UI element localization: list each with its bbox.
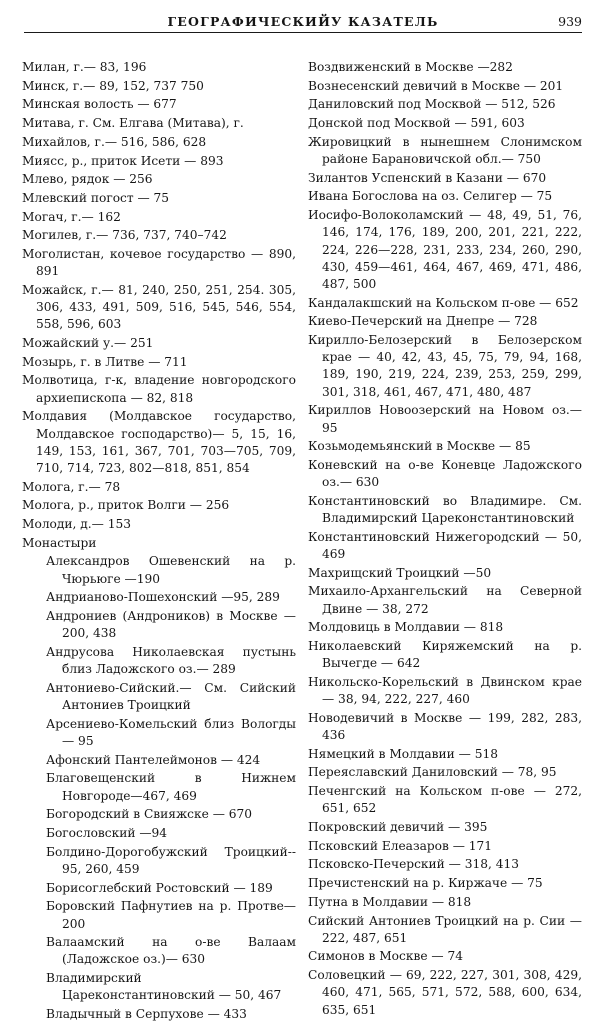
index-subentry: Боровский Пафнутиев на р. Протве—200: [46, 899, 296, 931]
index-entry: Кирилло-Белозерский в Белозерском крае — 40, 42, 43, 45, 75, 79, 94, 168, 189, 190, 219, 224, 239, 253, 259, 299, 301, 318, 461, 467, 471, 480, 487: [308, 333, 582, 399]
index-subentry: Владимирский Цареконстантиновский — 50, 467: [46, 971, 282, 1003]
index-entry: Донской под Москвой — 591, 603: [308, 116, 525, 131]
index-entry: Псковско-Печерский — 318, 413: [308, 857, 519, 872]
index-entry: Молоди, д.— 153: [22, 517, 131, 532]
running-title: ГЕОГРАФИЧЕСКИЙУ КАЗАТЕЛЬ: [167, 14, 439, 29]
index-entry: Кириллов Новоозерский на Новом оз.— 95: [308, 403, 582, 435]
index-entry: Молдавия (Молдавское государство, Молдавское господарство)— 5, 15, 16, 149, 153, 161, 367, 701, 703—705, 709, 710, 714, 723, 802—818, 851, 854: [22, 409, 296, 475]
index-entry: Нямецкий в Молдавии — 518: [308, 746, 498, 761]
index-entry: Михайлов, г.— 516, 586, 628: [22, 134, 207, 149]
index-entry: Можайск, г.— 81, 240, 250, 251, 254. 305, 306, 433, 491, 509, 516, 545, 546, 554, 558, 596, 603: [22, 282, 296, 332]
index-subentry: Арсениево-Комельский близ Вологды — 95: [46, 716, 296, 749]
index-entry: Вознесенский девичий в Москве — 201: [308, 78, 564, 93]
index-entry: Киево-Печерский на Днепре — 728: [308, 314, 538, 329]
index-entry: Покровский девичий — 395: [308, 820, 488, 835]
index-subentry: Болдино-Дорогобужский Троицкий-- 95, 260, 459: [46, 844, 296, 876]
index-entry: Константиновский Нижегородский — 50, 469: [308, 529, 582, 561]
index-entry: Переяславский Даниловский — 78, 95: [308, 765, 557, 780]
index-entry: Кандалакшский на Кольском п-ове — 652: [308, 295, 579, 310]
index-entry: Монастыри: [22, 535, 97, 550]
right-column: [308, 59, 582, 1025]
index-entry: Млево, рядок — 256: [22, 172, 153, 187]
index-subentry: Андрианово-Пошехонский —95, 289: [46, 590, 280, 605]
index-subentry: Богословский —94: [46, 826, 168, 841]
index-entry: Никольско-Корельский в Двинском крае — 38, 94, 222, 227, 460: [308, 674, 582, 707]
index-entry: Соловецкий — 69, 222, 227, 301, 308, 429, 460, 471, 565, 571, 572, 588, 600, 634, 635, 651: [308, 968, 582, 1017]
index-entry: Махрищский Троицкий —50: [308, 565, 492, 580]
index-entry: Минск, г.— 89, 152, 737 750: [22, 78, 204, 93]
index-entry: Константиновский во Владимире. См. Владимирский Цареконстантиновский: [308, 493, 582, 526]
index-entry: Коневский на о-ве Коневце Ладожского оз.— 630: [308, 457, 582, 490]
index-entry: Николаевский Киряжемский на р. Вычегде — 642: [308, 639, 582, 671]
index-entry: Млевский погост — 75: [22, 190, 170, 205]
index-entry: Могилев, г.— 736, 737, 740–742: [22, 228, 227, 243]
index-entry: Михаило-Архангельский на Северной Двине — 38, 272: [308, 584, 582, 616]
index-entry: Печенгский на Кольском п-ове — 272, 651, 652: [308, 784, 582, 816]
index-entry: Симонов в Москве — 74: [308, 949, 463, 964]
index-subentry: Владычный в Серпухове — 433: [46, 1007, 247, 1022]
index-subentry: Богородский в Свияжске — 670: [46, 807, 253, 822]
index-subentry: Андрусова Николаевская пустынь близ Ладожского оз.— 289: [46, 645, 296, 677]
index-entry: Молдовиць в Молдавии — 818: [308, 620, 504, 635]
index-entry: Молога, р., приток Волги — 256: [22, 498, 230, 513]
index-entry: Можайский у.— 251: [22, 336, 154, 351]
index-entry: Моголистан, кочевое государство — 890, 891: [22, 247, 296, 279]
index-subentry: Афонский Пантелеймонов — 424: [46, 752, 261, 767]
index-entry: Могач, г.— 162: [22, 209, 121, 224]
index-entry: Милан, г.— 83, 196: [22, 60, 147, 74]
page-number: 939: [558, 14, 582, 29]
page-header: [24, 12, 582, 33]
index-entry: Зилантов Успенский в Казани — 670: [308, 170, 547, 185]
index-subentry: Борисоглебский Ростовский — 189: [46, 880, 273, 895]
index-entry: Путна в Молдавии — 818: [308, 894, 472, 909]
index-entry: Молвотица, г-к, владение новгородского архиепископа — 82, 818: [22, 373, 296, 405]
index-entry: Ивана Богослова на оз. Селигер — 75: [308, 189, 553, 204]
index-columns: [22, 59, 582, 1025]
index-entry: Козьмодемьянский в Москве — 85: [308, 439, 531, 454]
index-entry: Жировицкий в нынешнем Слонимском районе Барановичской обл.— 750: [308, 134, 582, 167]
index-entry: Миясс, р., приток Исети — 893: [22, 153, 224, 168]
index-subentry: Валаамский на о-ве Валаам (Ладожское оз.)— 630: [46, 935, 296, 967]
index-entry: Митава, г. См. Елгава (Митава), г.: [22, 116, 244, 131]
index-subentry: Андрониев (Андроников) в Москве — 200, 438: [46, 609, 296, 641]
index-entry: Минская волость — 677: [22, 97, 177, 112]
index-entry: Мозырь, г. в Литве — 711: [22, 354, 188, 369]
index-subentry: Александров Ошевенский на р. Чюрьюге —190: [46, 554, 296, 586]
left-column: [22, 59, 296, 1025]
index-entry: Новодевичий в Москве — 199, 282, 283, 436: [308, 710, 582, 743]
index-entry: Пречистенский на р. Киржаче — 75: [308, 876, 543, 891]
index-entry: Воздвиженский в Москве —282: [308, 60, 513, 74]
index-entry: Сийский Антониев Троицкий на р. Сии — 222, 487, 651: [308, 913, 582, 945]
index-subentry: Благовещенский в Нижнем Новгороде—467, 469: [46, 771, 296, 803]
index-entry: Даниловский под Москвой — 512, 526: [308, 97, 556, 112]
index-subentry: Антониево-Сийский.— См. Сийский Антониев Троицкий: [46, 680, 296, 713]
index-entry: Иосифо-Волоколамский — 48, 49, 51, 76, 146, 174, 176, 189, 200, 201, 221, 222, 224, 226—228, 231, 233, 234, 260, 290, 430, 459—461, 464, 467, 469, 471, 486, 487, 500: [308, 208, 582, 291]
index-entry: Молога, г.— 78: [22, 479, 121, 494]
index-entry: Псковский Елеазаров — 171: [308, 838, 493, 853]
